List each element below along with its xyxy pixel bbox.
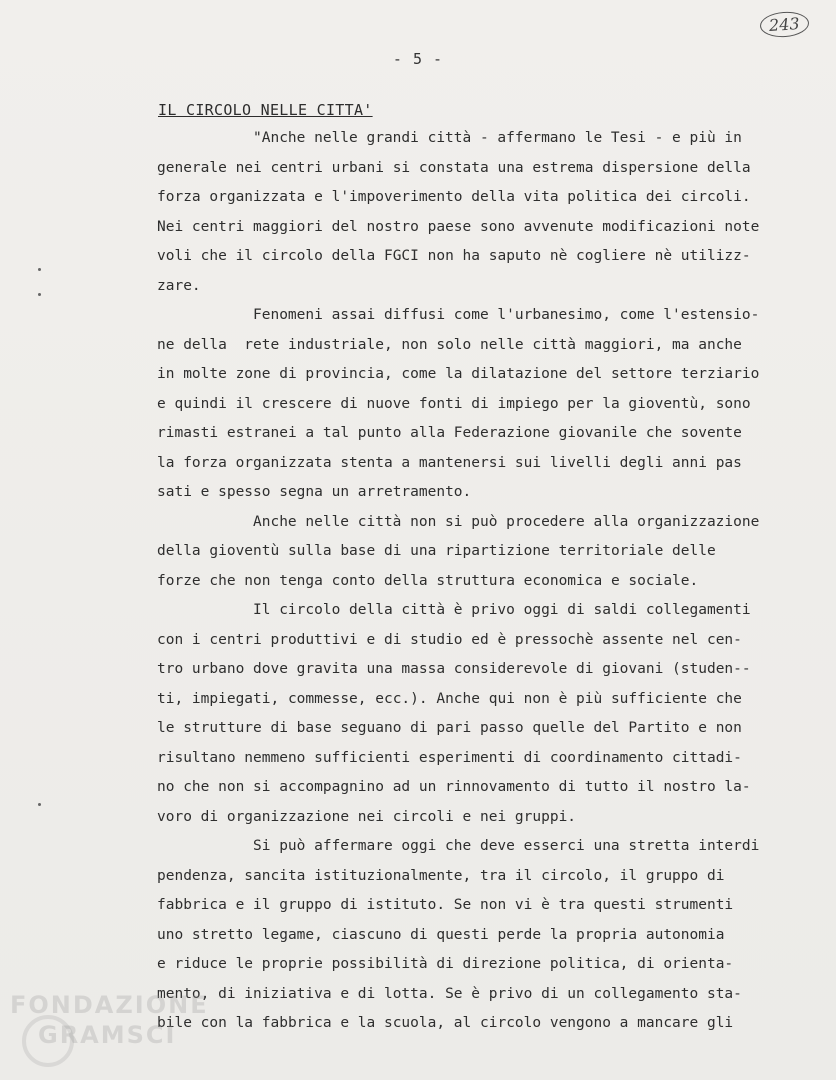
- text-line: sati e spesso segna un arretramento.: [157, 484, 472, 500]
- text-line: in molte zone di provincia, come la dilatazione del settore terziario: [157, 366, 760, 382]
- text-line: mento, di iniziativa e di lotta. Se è privo di un collegamento sta-: [157, 985, 742, 1002]
- margin-mark: [38, 803, 41, 806]
- text-line: forza organizzata e l'impoverimento della vita politica dei circoli.: [157, 189, 751, 205]
- page-number: - 5 -: [392, 50, 444, 68]
- text-line: zare.: [157, 277, 201, 294]
- text-line: ti, impiegati, commesse, ecc.). Anche qui non è più sufficiente che: [157, 690, 742, 707]
- text-line: uno stretto legame, ciascuno di questi perde la propria autonomia: [157, 926, 725, 943]
- text-line: voro di organizzazione nei circoli e nei gruppi.: [157, 808, 577, 825]
- text-line: "Anche nelle grandi città - affermano le Tesi - e più in: [253, 130, 742, 146]
- text-line: forze che non tenga conto della struttura economica e sociale.: [157, 572, 699, 589]
- watermark-line-2: GRAMSCI: [38, 1021, 177, 1049]
- text-line: Nei centri maggiori del nostro paese sono avvenute modificazioni note: [157, 218, 760, 235]
- text-line: la forza organizzata stenta a mantenersi sui livelli degli anni pas: [157, 454, 742, 471]
- text-line: le strutture di base seguano di pari passo quelle del Partito e non: [157, 720, 742, 736]
- section-heading: IL CIRCOLO NELLE CITTA': [158, 101, 373, 119]
- text-line: Si può affermare oggi che deve esserci una stretta interdi: [253, 838, 760, 854]
- margin-mark: [38, 293, 41, 296]
- text-line: generale nei centri urbani si constata una estrema dispersione della: [157, 159, 751, 176]
- watermark-line-1: FONDAZIONE: [10, 991, 209, 1019]
- archive-number-stamp: 243: [759, 10, 809, 38]
- text-line: con i centri produttivi e di studio ed è pressochè assente nel cen-: [157, 631, 742, 648]
- text-line: bile con la fabbrica e la scuola, al circolo vengono a mancare gli: [157, 1015, 734, 1031]
- text-line: Il circolo della città è privo oggi di saldi collegamenti: [253, 602, 751, 618]
- text-line: rimasti estranei a tal punto alla Federazione giovanile che sovente: [157, 425, 742, 441]
- text-line: Fenomeni assai diffusi come l'urbanesimo, come l'estensio-: [253, 307, 760, 323]
- text-line: e quindi il crescere di nuove fonti di impiego per la gioventù, sono: [157, 395, 751, 412]
- text-line: risultano nemmeno sufficienti esperimenti di coordinamento cittadi-: [157, 749, 742, 766]
- text-line: ne della rete industriale, non solo nelle città maggiori, ma anche: [157, 336, 742, 353]
- watermark: [10, 990, 210, 1050]
- text-line: della gioventù sulla base di una ripartizione territoriale delle: [157, 543, 716, 559]
- margin-mark: [38, 268, 41, 271]
- text-line: fabbrica e il gruppo di istituto. Se non vi è tra questi strumenti: [157, 897, 734, 913]
- text-line: no che non si accompagnino ad un rinnovamento di tutto il nostro la-: [157, 779, 751, 795]
- text-line: pendenza, sancita istituzionalmente, tra il circolo, il gruppo di: [157, 867, 725, 884]
- text-line: e riduce le proprie possibilità di direzione politica, di orienta-: [157, 956, 734, 972]
- body-text: [157, 124, 832, 1039]
- text-line: tro urbano dove gravita una massa considerevole di giovani (studen--: [157, 661, 751, 677]
- text-line: voli che il circolo della FGCI non ha saputo nè cogliere nè utilizz-: [157, 248, 751, 264]
- text-line: Anche nelle città non si può procedere alla organizzazione: [253, 513, 760, 530]
